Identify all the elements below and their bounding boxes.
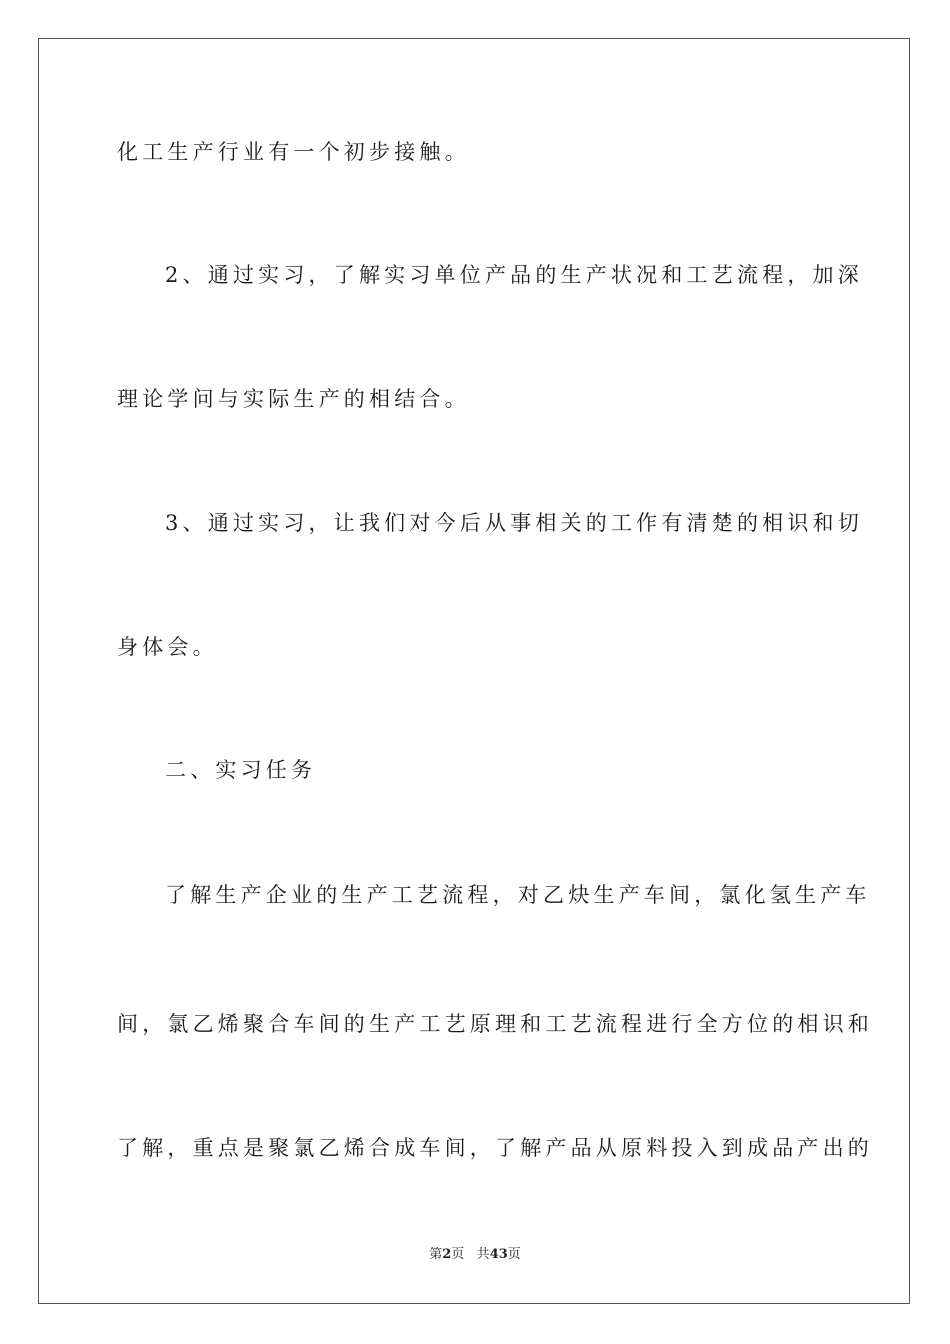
- text-line: 了解生产企业的生产工艺流程，对乙炔生产车间，氯化氢生产车: [165, 883, 871, 907]
- text-line: 3、通过实习，让我们对今后从事相关的工作有清楚的相识和切: [165, 511, 863, 535]
- section-heading: 二、实习任务: [165, 758, 317, 782]
- text-line: 了解，重点是聚氯乙烯合成车间，了解产品从原料投入到成品产出的: [117, 1136, 873, 1160]
- text-line: 理论学问与实际生产的相结合。: [117, 387, 470, 411]
- text-line: 间，氯乙烯聚合车间的生产工艺原理和工艺流程进行全方位的相识和: [117, 1012, 873, 1036]
- text-line: 身体会。: [117, 635, 218, 659]
- page-border: [38, 38, 910, 1304]
- text-line: 化工生产行业有一个初步接触。: [117, 140, 470, 164]
- current-page-number: 2: [442, 1247, 452, 1262]
- text-line: 2、通过实习，了解实习单位产品的生产状况和工艺流程，加深: [165, 263, 863, 287]
- footer-total-prefix: 共: [476, 1247, 490, 1262]
- page-footer: [0, 1247, 950, 1263]
- total-pages-number: 43: [489, 1247, 508, 1262]
- footer-page-suffix: 页: [451, 1247, 465, 1262]
- footer-prefix: 第: [429, 1247, 443, 1262]
- footer-total-suffix: 页: [507, 1247, 521, 1262]
